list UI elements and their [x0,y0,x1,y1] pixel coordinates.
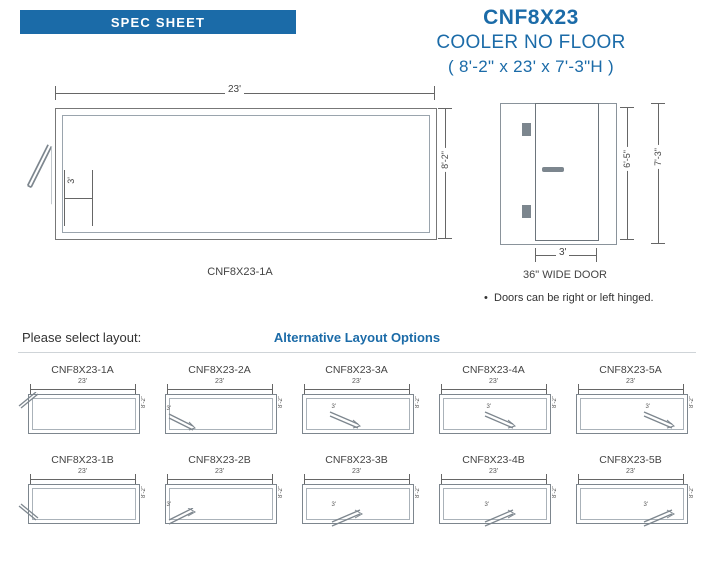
thumb-depth-label: 8'-2" [140,486,147,498]
select-layout-prompt: Please select layout: [22,330,142,345]
layout-thumbnail[interactable] [294,468,421,526]
thumb-depth-label: 8'-2" [688,396,695,408]
layout-thumbnail[interactable] [20,468,147,526]
elevation-bottom-dimension-label: 3' [556,247,569,258]
thumb-width-label: 23' [625,468,636,475]
plan-caption: CNF8X23-1A [207,266,273,278]
title-block [366,6,696,77]
main-plan-drawing [20,78,450,288]
thumb-door-swing-icon [328,410,368,432]
elevation-drawing [480,95,695,290]
layout-thumbnail[interactable] [568,378,695,436]
layout-option-title: CNF8X23-3A [325,364,388,376]
thumb-depth-label: 8'-2" [414,396,421,408]
alternative-layout-heading: Alternative Layout Options [273,330,441,345]
layout-option-2b[interactable] [151,450,288,526]
spec-sheet-banner [20,10,296,34]
thumb-width-label: 23' [77,378,88,385]
elevation-caption: 36" WIDE DOOR [523,269,607,281]
layout-option-4b[interactable] [425,450,562,526]
layout-option-1b[interactable] [14,450,151,526]
plan-top-dimension [55,84,435,98]
door-hinge-bottom-icon [522,205,531,218]
layout-option-title: CNF8X23-4B [462,454,525,466]
thumb-door-swing-icon [18,392,44,414]
layout-thumbnail[interactable] [294,378,421,436]
layout-option-title: CNF8X23-4A [462,364,525,376]
layout-option-title: CNF8X23-3B [325,454,388,466]
layout-option-5a[interactable] [562,360,699,436]
layout-option-2a[interactable] [151,360,288,436]
door-handle-icon [542,167,564,172]
layout-thumbnail[interactable] [431,378,558,436]
layout-thumbnail[interactable] [157,378,284,436]
layout-thumbnail[interactable] [568,468,695,526]
thumb-door-swing-icon [18,498,44,522]
elevation-wall-height-label: 7'-3" [653,145,663,169]
thumb-door-label: 3' [643,502,648,508]
layout-options-grid [14,360,700,526]
door-hinge-top-icon [522,123,531,136]
thumb-width-label: 23' [351,378,362,385]
layout-option-1a[interactable] [14,360,151,436]
thumb-door-label: 3' [645,404,650,410]
thumb-door-swing-icon [642,508,682,530]
layout-option-title: CNF8X23-1A [51,364,114,376]
layout-thumbnail[interactable] [20,378,147,436]
elevation-door [535,103,599,241]
layout-option-4a[interactable] [425,360,562,436]
thumb-width-label: 23' [488,378,499,385]
layout-option-5b[interactable] [562,450,699,526]
thumb-width-label: 23' [214,468,225,475]
thumb-depth-label: 8'-2" [551,486,558,498]
section-divider [18,352,696,353]
thumb-width-label: 23' [214,378,225,385]
hinge-note-text: Doors can be right or left hinged. [494,292,654,304]
thumb-door-label: 3' [166,502,171,508]
hinge-note [484,292,714,304]
layout-row-b [14,450,700,526]
thumb-depth-label: 8'-2" [414,486,421,498]
plan-top-dimension-label: 23' [225,84,244,95]
thumb-door-label: 3' [166,406,171,412]
thumb-depth-label: 8'-2" [688,486,695,498]
layout-option-title: CNF8X23-5A [599,364,662,376]
thumb-door-swing-icon [483,410,523,432]
product-type: COOLER NO FLOOR [436,32,626,53]
thumb-width-label: 23' [625,378,636,385]
plan-right-dimension-label: 8'-2" [440,148,450,172]
layout-thumbnail[interactable] [431,468,558,526]
thumb-depth-label: 8'-2" [277,396,284,408]
thumb-door-label: 3' [331,502,336,508]
thumb-door-swing-icon [330,508,370,530]
spec-sheet-banner-label: SPEC SHEET [110,14,206,30]
plan-inner-wall [62,115,430,233]
thumb-depth-label: 8'-2" [277,486,284,498]
layout-option-3b[interactable] [288,450,425,526]
product-dimensions: ( 8'-2" x 23' x 7'-3"H ) [448,57,614,76]
layout-option-title: CNF8X23-5B [599,454,662,466]
thumb-door-swing-icon [483,508,523,530]
thumb-door-swing-icon [167,412,201,432]
layout-row-a [14,360,700,436]
model-number: CNF8X23 [483,6,579,29]
thumb-depth-label: 8'-2" [551,396,558,408]
plan-door-dimension-label: 3' [66,174,76,187]
thumb-width-label: 23' [488,468,499,475]
layout-option-title: CNF8X23-2A [188,364,251,376]
thumb-door-label: 3' [331,404,336,410]
plan-door-swing-icon [26,140,60,214]
layout-option-title: CNF8X23-1B [51,454,114,466]
thumb-door-label: 3' [486,404,491,410]
layout-thumbnail[interactable] [157,468,284,526]
plan-outer-wall [55,108,437,240]
thumb-width-label: 23' [77,468,88,475]
thumb-width-label: 23' [351,468,362,475]
thumb-door-swing-icon [642,410,682,432]
bullet-icon: • [484,292,488,304]
layout-option-title: CNF8X23-2B [188,454,251,466]
elevation-door-height-label: 6'-5" [622,147,632,171]
thumb-door-swing-icon [167,508,201,528]
layout-option-3a[interactable] [288,360,425,436]
thumb-depth-label: 8'-2" [140,396,147,408]
thumb-door-label: 3' [484,502,489,508]
